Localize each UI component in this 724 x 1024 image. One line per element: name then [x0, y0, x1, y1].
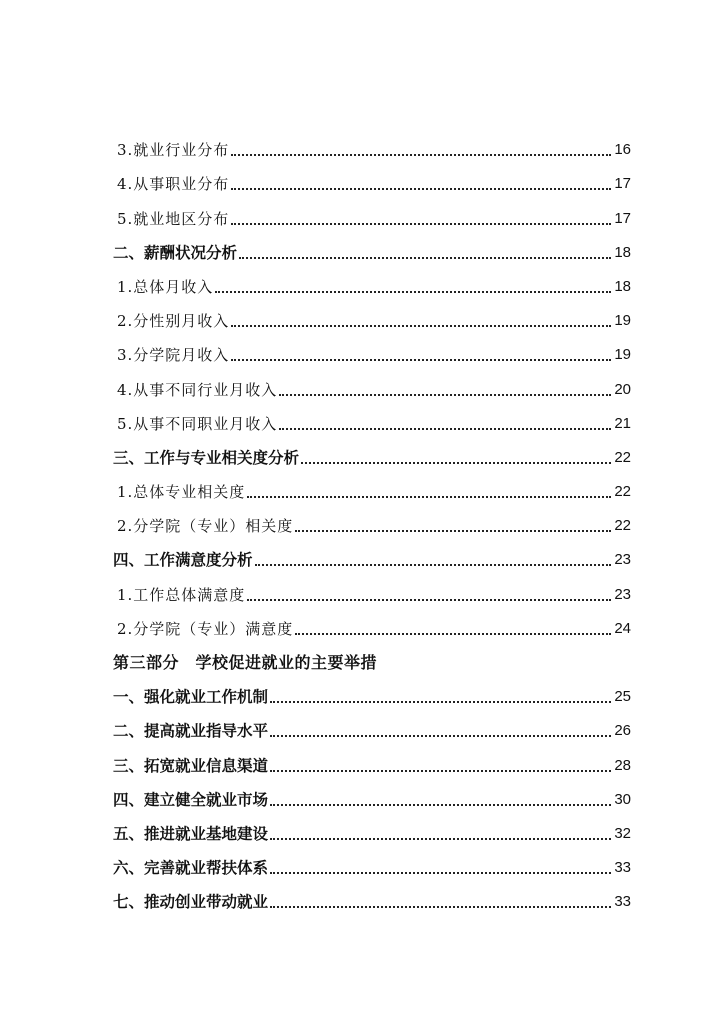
- toc-page-number: 18: [614, 243, 631, 261]
- toc-entry-title: 三、拓宽就业信息渠道: [113, 755, 269, 775]
- toc-entry-title: 四、工作满意度分析: [113, 550, 253, 570]
- toc-entry[interactable]: [113, 776, 631, 810]
- toc-page-number: 16: [614, 141, 631, 159]
- toc-page-number: 25: [614, 688, 631, 706]
- toc-dot-leader: [301, 462, 611, 464]
- toc-entry-title: 二、薪酬状况分析: [113, 242, 238, 262]
- toc-entry-title: 第三部分 学校促进就业的主要举措: [113, 653, 378, 672]
- toc-dot-leader: [247, 496, 611, 498]
- toc-dot-leader: [270, 872, 611, 874]
- toc-dot-leader: [215, 291, 611, 293]
- toc-entry-title: 二、提高就业指导水平: [113, 721, 269, 741]
- toc-entry[interactable]: [113, 297, 631, 331]
- toc-entry-title: 1.总体专业相关度: [117, 483, 246, 502]
- toc-entry-title: 三、工作与专业相关度分析: [113, 447, 300, 467]
- toc-entry[interactable]: [113, 126, 631, 160]
- toc-page-number: 22: [614, 448, 631, 466]
- toc-dot-leader: [270, 804, 611, 806]
- toc-entry-title: 六、完善就业帮扶体系: [113, 858, 269, 878]
- toc-page-number: 33: [614, 893, 631, 911]
- toc-page-number: 18: [614, 277, 631, 295]
- toc-dot-leader: [231, 359, 611, 361]
- toc-entry[interactable]: [113, 400, 631, 434]
- toc-page-number: 17: [614, 209, 631, 227]
- toc-entry[interactable]: [113, 741, 631, 775]
- toc-dot-leader: [239, 257, 611, 259]
- toc-entry[interactable]: [113, 810, 631, 844]
- toc-entry[interactable]: [113, 673, 631, 707]
- toc-entry-title: 四、建立健全就业市场: [113, 789, 269, 809]
- toc-entry-title: 1.工作总体满意度: [117, 585, 246, 604]
- toc-entry-title: 2.分学院（专业）满意度: [117, 619, 294, 638]
- toc-entry[interactable]: [113, 263, 631, 297]
- toc-part-heading: [113, 639, 631, 673]
- toc-dot-leader: [270, 701, 611, 703]
- toc-dot-leader: [279, 428, 611, 430]
- toc-dot-leader: [231, 188, 611, 190]
- toc-entry[interactable]: [113, 365, 631, 399]
- toc-dot-leader: [295, 633, 611, 635]
- toc-page-number: 22: [614, 517, 631, 535]
- toc-entry[interactable]: [113, 536, 631, 570]
- toc-page-number: 20: [614, 380, 631, 398]
- toc-entry[interactable]: [113, 707, 631, 741]
- toc-entry[interactable]: [113, 434, 631, 468]
- toc-entry[interactable]: [113, 878, 631, 912]
- toc-entry[interactable]: [113, 331, 631, 365]
- toc-entry-title: 1.总体月收入: [117, 277, 214, 296]
- toc-entry[interactable]: [113, 194, 631, 228]
- toc-page-number: 19: [614, 312, 631, 330]
- toc-dot-leader: [255, 564, 611, 566]
- toc-page-number: 23: [614, 585, 631, 603]
- toc-dot-leader: [279, 394, 611, 396]
- toc-dot-leader: [270, 770, 611, 772]
- toc-page-number: 17: [614, 175, 631, 193]
- toc-dot-leader: [247, 599, 611, 601]
- toc-page-number: 22: [614, 483, 631, 501]
- toc-page-number: 30: [614, 790, 631, 808]
- toc-entry-title: 3.分学院月收入: [117, 346, 230, 365]
- toc-entry-title: 五、推进就业基地建设: [113, 823, 269, 843]
- toc-page-number: 28: [614, 756, 631, 774]
- toc-dot-leader: [270, 838, 611, 840]
- toc-dot-leader: [270, 735, 611, 737]
- toc-page-number: 32: [614, 824, 631, 842]
- toc-dot-leader: [270, 906, 611, 908]
- toc-entry-title: 4.从事职业分布: [117, 175, 230, 194]
- toc-page-number: 21: [614, 414, 631, 432]
- toc-dot-leader: [231, 223, 611, 225]
- toc-dot-leader: [231, 154, 611, 156]
- toc-entry[interactable]: [113, 570, 631, 604]
- toc-entry-title: 5.就业地区分布: [117, 209, 230, 228]
- toc-entry[interactable]: [113, 605, 631, 639]
- toc-entry[interactable]: [113, 502, 631, 536]
- toc-page-number: 23: [614, 551, 631, 569]
- toc-entry-title: 4.从事不同行业月收入: [117, 380, 278, 399]
- toc-page-number: 24: [614, 619, 631, 637]
- toc-entry-title: 3.就业行业分布: [117, 141, 230, 160]
- toc-entry-title: 2.分学院（专业）相关度: [117, 517, 294, 536]
- toc-page-number: 19: [614, 346, 631, 364]
- table-of-contents: [113, 126, 631, 912]
- toc-entry[interactable]: [113, 160, 631, 194]
- toc-entry[interactable]: [113, 468, 631, 502]
- toc-page-number: 33: [614, 859, 631, 877]
- toc-dot-leader: [231, 325, 611, 327]
- toc-entry[interactable]: [113, 229, 631, 263]
- toc-entry[interactable]: [113, 844, 631, 878]
- toc-entry-title: 2.分性别月收入: [117, 312, 230, 331]
- toc-entry-title: 5.从事不同职业月收入: [117, 414, 278, 433]
- toc-entry-title: 一、强化就业工作机制: [113, 687, 269, 707]
- toc-dot-leader: [295, 530, 611, 532]
- toc-entry-title: 七、推动创业带动就业: [113, 892, 269, 912]
- toc-page-number: 26: [614, 722, 631, 740]
